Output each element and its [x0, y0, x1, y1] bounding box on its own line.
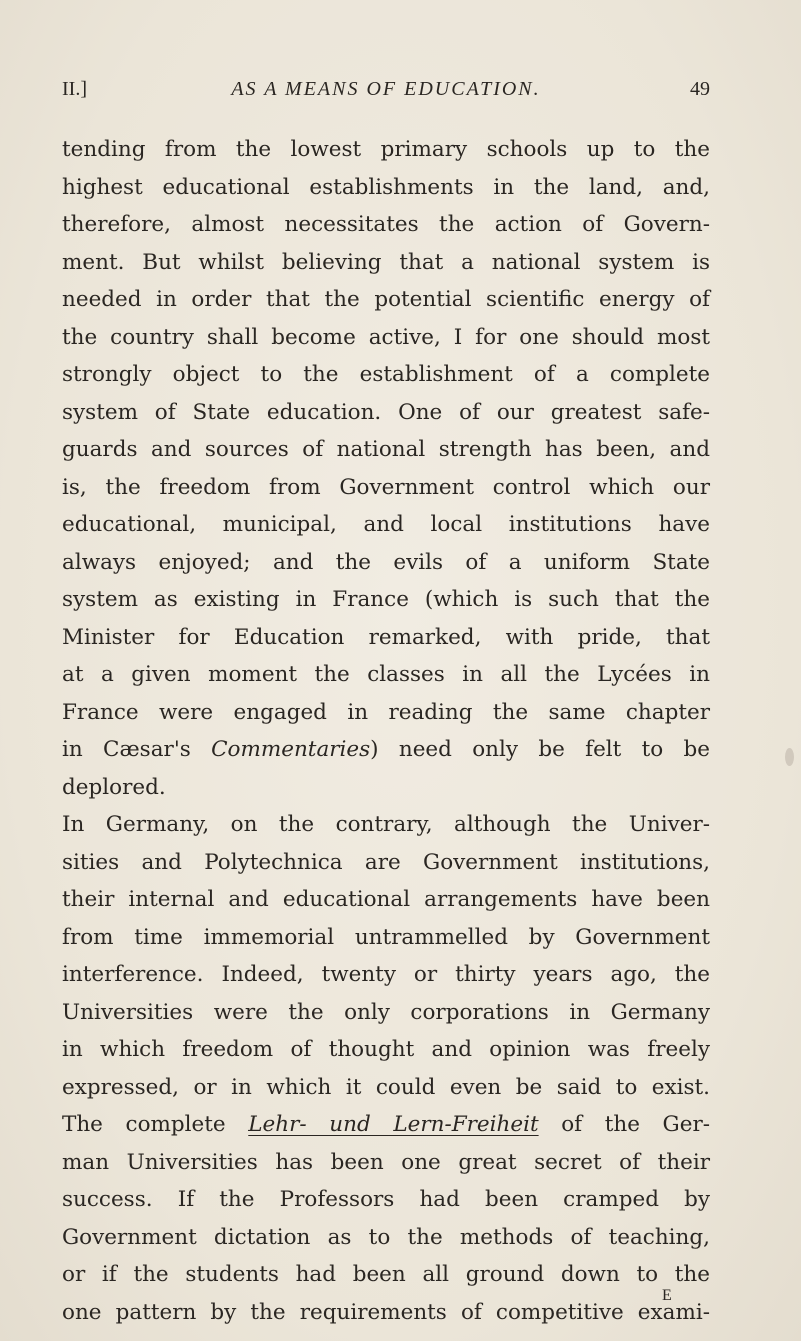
- text-line: ment. But whilst believing that a national system is: [62, 249, 710, 275]
- text-line: the country shall become active, I for one should most: [62, 324, 710, 350]
- text-line: needed in order that the potential scientific energy of: [62, 287, 710, 312]
- text-line: their internal and educational arrangements have been: [62, 887, 710, 912]
- italic-title: Commentaries: [211, 737, 371, 762]
- text-line: Minister for Education remarked, with pride, that: [62, 624, 710, 650]
- text-line: from time immemorial untrammelled by Government: [62, 924, 710, 950]
- text-line: therefore, almost necessitates the action of Govern-: [62, 212, 710, 237]
- text-line: France were engaged in reading the same chapter: [62, 699, 710, 725]
- text-line: at a given moment the classes in all the Lycées in: [62, 662, 710, 687]
- chapter-marker: II.]: [62, 78, 87, 100]
- text-line: deplored.: [62, 774, 166, 800]
- body-text: [62, 131, 710, 1331]
- text-line: interference. Indeed, twenty or thirty years ago, the: [62, 962, 710, 987]
- italic-phrase: Lehr- und Lern-Freiheit: [248, 1112, 539, 1137]
- text-line-with-italic: [62, 1106, 710, 1144]
- text-line: one pattern by the requirements of competitive exami-: [62, 1299, 710, 1325]
- text-line: always enjoyed; and the evils of a uniform State: [62, 549, 710, 575]
- text-fragment: The complete: [62, 1112, 249, 1137]
- text-line: In Germany, on the contrary, although the Univer-: [62, 812, 710, 837]
- text-line: system of State education. One of our greatest safe-: [62, 399, 710, 425]
- running-title: AS A MEANS OF EDUCATION.: [231, 78, 541, 100]
- page-number: 49: [690, 78, 710, 100]
- text-line: Universities were the only corporations in Germany: [62, 999, 710, 1025]
- text-fragment: in Cæsar's: [62, 737, 212, 762]
- text-line: in which freedom of thought and opinion was freely: [62, 1037, 710, 1062]
- text-fragment: ) need only be felt to be: [370, 737, 710, 762]
- running-header: [62, 78, 710, 108]
- text-line: or if the students had been all ground down to the: [62, 1262, 710, 1287]
- text-fragment: of the Ger-: [538, 1112, 711, 1137]
- text-line: man Universities has been one great secret of their: [62, 1149, 710, 1175]
- page-smudge: [785, 748, 794, 766]
- text-line: guards and sources of national strength has been, and: [62, 437, 710, 462]
- text-line: is, the freedom from Government control which our: [62, 474, 710, 500]
- text-line: expressed, or in which it could even be said to exist.: [62, 1074, 710, 1100]
- text-line: strongly object to the establishment of a complete: [62, 362, 710, 387]
- text-line: highest educational establishments in the land, and,: [62, 174, 710, 200]
- text-line: success. If the Professors had been cramped by: [62, 1187, 710, 1212]
- text-line-with-italic: [62, 731, 710, 769]
- text-line: Government dictation as to the methods of teaching,: [62, 1224, 710, 1250]
- text-line: sities and Polytechnica are Government institutions,: [62, 849, 710, 875]
- text-line: educational, municipal, and local institutions have: [62, 512, 710, 537]
- text-line: system as existing in France (which is such that the: [62, 587, 710, 612]
- signature-mark: E: [662, 1287, 672, 1304]
- text-line: tending from the lowest primary schools up to the: [62, 137, 710, 162]
